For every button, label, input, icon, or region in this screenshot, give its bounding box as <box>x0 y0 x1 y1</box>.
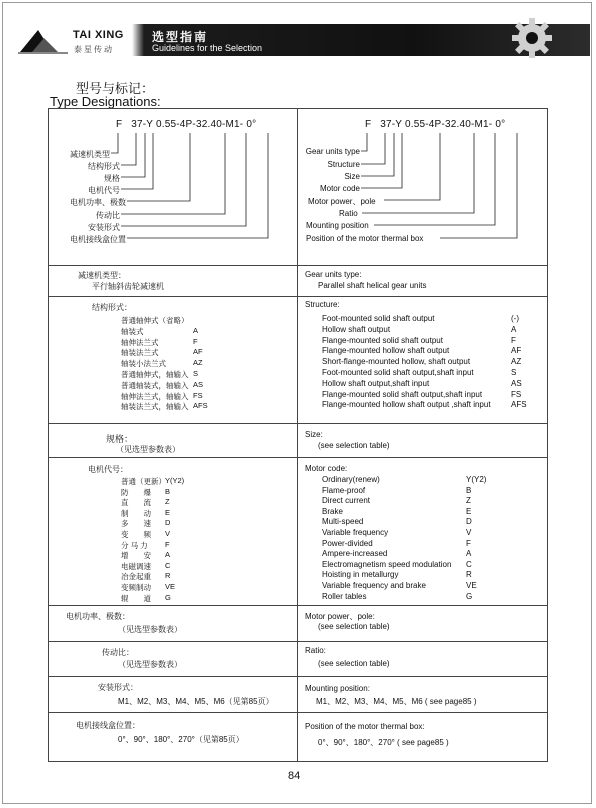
code-part: F <box>116 119 123 130</box>
structure-item-en-name: Foot-mounted solid shaft output,shaft input <box>322 368 474 377</box>
size-value-cn: （见选型参数表） <box>116 445 180 454</box>
structure-item-en-name: Flange-mounted hollow shaft output <box>322 346 450 356</box>
label-en-1: Structure <box>327 160 360 169</box>
motor-code-item-cn-name: 制 动 <box>121 508 151 518</box>
column-divider <box>297 108 298 762</box>
motor-code-item-cn-code: VE <box>165 582 176 591</box>
motor-code-item-cn-name: 普通（更新） <box>121 477 166 486</box>
row-divider <box>48 712 548 713</box>
row-divider <box>48 457 548 458</box>
row-divider <box>48 676 548 677</box>
structure-item-cn-name: 轴伸法兰式，轴输入 <box>121 391 189 401</box>
gear-icon <box>510 16 554 60</box>
motor-code-item-en-name: Variable frequency <box>322 528 389 537</box>
structure-item-cn-code: S <box>193 369 199 378</box>
code-part: 37-Y <box>380 119 402 130</box>
motor-code-item-cn-name: 冶金起重 <box>121 572 151 582</box>
label-en-0: Gear units type <box>305 147 360 156</box>
structure-item-cn-name: 轴装法兰式 <box>121 348 159 358</box>
motor-code-item-en-code: V <box>466 528 472 537</box>
ratio-value-en: (see selection table) <box>318 659 390 668</box>
section-title-cn: 型号与标记： <box>76 81 155 96</box>
row-divider <box>48 265 548 266</box>
thermal-box-title-cn: 电机接线盒位置： <box>76 721 140 730</box>
code-left <box>116 119 256 130</box>
structure-item-cn-name: 普通轴装式，轴输入 <box>121 380 189 390</box>
mounting-value-en: M1、M2、M3、M4、M5、M6 ( see page85 ) <box>316 697 477 706</box>
motor-power-value-cn: （见选型参数表） <box>118 625 182 634</box>
structure-item-cn-code: AZ <box>193 358 203 368</box>
structure-item-en-code: (-) <box>511 314 519 323</box>
structure-item-en-name: Flange-mounted solid shaft output,shaft input <box>322 389 483 399</box>
structure-item-cn-name: 轴装式 <box>121 326 144 336</box>
brand-name: TAI XING <box>73 29 124 41</box>
label-cn-0: 减速机类型 <box>70 150 110 159</box>
motor-code-item-cn-name: 变频制动 <box>121 583 151 592</box>
motor-code-item-cn-name: 变 频 <box>121 530 151 539</box>
structure-item-en-code: AFS <box>511 400 527 410</box>
label-cn-5: 传动比 <box>96 211 120 220</box>
structure-item-cn-code: FS <box>193 390 203 400</box>
motor-code-item-en-code: Z <box>466 496 471 506</box>
motor-code-item-cn-code: Y(Y2) <box>165 476 185 485</box>
motor-code-item-en-code: A <box>466 549 472 559</box>
structure-item-cn-code: A <box>193 325 199 335</box>
section-title-en: Type Designations: <box>50 94 161 109</box>
row-divider <box>48 605 548 606</box>
structure-item-en-name: Hollow shaft output <box>322 324 391 334</box>
size-value-en: (see selection table) <box>318 441 390 450</box>
gear-type-value-en: Parallel shaft helical gear units <box>318 281 427 290</box>
motor-code-item-cn-code: V <box>165 529 171 538</box>
structure-item-cn-code: AS <box>193 379 204 389</box>
motor-code-item-cn-code: E <box>165 507 171 517</box>
motor-code-item-en-name: Hoisting in metallurgy <box>322 570 399 580</box>
page-number: 84 <box>288 770 301 782</box>
row-divider <box>48 423 548 424</box>
motor-code-item-en-name: Electromagnetism speed modulation <box>322 559 452 569</box>
motor-code-item-en-code: Y(Y2) <box>466 475 487 484</box>
gear-type-title-en: Gear units type: <box>305 270 362 279</box>
motor-power-value-en: (see selection table) <box>318 622 390 631</box>
motor-code-item-en-name: Multi-speed <box>322 517 364 527</box>
motor-code-item-cn-code: Z <box>165 497 170 507</box>
label-cn-1: 结构形式 <box>88 162 120 171</box>
structure-title-cn: 结构形式： <box>92 303 132 312</box>
structure-item-en-code: FS <box>511 389 522 399</box>
label-cn-2: 规格 <box>104 174 120 183</box>
motor-code-item-en-name: Flame-proof <box>322 485 366 495</box>
thermal-box-value-cn: 0°、90°、180°、270°（见第85页） <box>118 735 244 744</box>
structure-item-cn-code: AFS <box>193 401 208 411</box>
structure-item-cn-name: 普通轴伸式，轴输入 <box>121 370 189 379</box>
motor-code-item-cn-name: 辊 道 <box>121 593 151 603</box>
label-en-5: Ratio <box>339 209 358 218</box>
structure-item-cn-name: 轴伸法兰式 <box>121 337 159 347</box>
motor-code-item-cn-name: 电磁调速 <box>121 561 151 571</box>
motor-code-item-cn-code: R <box>165 571 171 581</box>
motor-code-title-cn: 电机代号： <box>88 465 128 474</box>
label-en-4: Motor power、pole <box>308 197 376 206</box>
motor-code-item-en-code: VE <box>466 581 477 590</box>
mounting-title-en: Mounting position: <box>305 684 370 693</box>
motor-code-item-en-code: G <box>466 591 473 601</box>
label-en-6: Mounting position <box>306 221 369 230</box>
motor-code-item-en-code: E <box>466 506 472 516</box>
motor-code-item-en-name: Variable frequency and brake <box>322 581 426 590</box>
motor-code-item-cn-name: 防 爆 <box>121 487 151 497</box>
motor-code-item-en-name: Ordinary(renew) <box>322 475 380 484</box>
motor-code-item-cn-name: 分 马 力 <box>121 540 148 550</box>
structure-item-cn-name: 轴装小法兰式 <box>121 359 166 369</box>
structure-item-en-code: A <box>511 324 517 334</box>
code-part: 0° <box>495 119 506 130</box>
label-en-3: Motor code <box>319 184 360 193</box>
ratio-title-en: Ratio: <box>305 646 326 655</box>
thermal-box-value-en: 0°、90°、180°、270° ( see page85 ) <box>318 738 449 747</box>
motor-code-item-en-name: Direct current <box>322 496 371 506</box>
motor-code-item-en-name: Ampere-increased <box>322 549 388 559</box>
motor-code-item-en-code: F <box>466 538 471 548</box>
structure-item-en-name: Short-flange-mounted hollow, shaft output <box>322 357 471 367</box>
motor-code-item-cn-name: 直 流 <box>121 498 151 508</box>
structure-item-cn-code: AF <box>193 347 203 357</box>
structure-item-en-code: AF <box>511 346 522 356</box>
motor-code-title-en: Motor code: <box>305 464 348 473</box>
size-title-cn: 规格： <box>106 434 134 444</box>
code-part: 0° <box>246 119 257 130</box>
logo-mark-icon <box>18 28 70 54</box>
motor-code-item-cn-code: F <box>165 539 170 549</box>
structure-item-cn-code: F <box>193 336 198 346</box>
header-title-en: Guidelines for the Selection <box>152 43 263 53</box>
structure-title-en: Structure: <box>305 300 340 309</box>
motor-code-item-en-code: B <box>466 485 472 495</box>
motor-power-title-cn: 电机功率、极数： <box>66 612 130 621</box>
label-cn-7: 电机接线盒位置 <box>70 235 126 244</box>
ratio-value-cn: （见选型参数表） <box>118 660 182 669</box>
size-title-en: Size: <box>305 430 323 439</box>
motor-code-item-en-name: Power-divided <box>322 538 373 548</box>
motor-code-item-cn-code: B <box>165 486 171 496</box>
structure-item-cn-name: 普通轴伸式（省略） <box>121 316 189 325</box>
structure-item-en-name: Hollow shaft output,shaft input <box>322 378 430 388</box>
structure-item-en-code: AS <box>511 378 522 388</box>
motor-code-item-en-code: R <box>466 570 472 580</box>
ratio-title-cn: 传动比： <box>102 648 134 657</box>
label-en-2: Size <box>344 172 360 181</box>
motor-code-item-en-code: D <box>466 517 472 527</box>
motor-code-item-cn-code: A <box>165 550 171 560</box>
structure-item-en-code: F <box>511 335 516 345</box>
label-cn-6: 安装形式 <box>88 223 120 232</box>
header-title-cn: 选型指南 <box>152 30 209 44</box>
motor-code-item-cn-code: C <box>165 560 171 570</box>
structure-item-en-name: Foot-mounted solid shaft output <box>322 314 435 323</box>
structure-item-en-name: Flange-mounted hollow shaft output ,shaft input <box>322 400 491 410</box>
motor-code-item-cn-code: G <box>165 592 171 602</box>
code-part: F <box>365 119 372 130</box>
row-divider <box>48 296 548 297</box>
structure-item-en-code: AZ <box>511 357 522 367</box>
structure-item-en-code: S <box>511 368 517 377</box>
motor-code-item-cn-name: 多 速 <box>121 519 151 529</box>
brand-name-cn: 泰星传动 <box>74 45 114 54</box>
motor-code-item-cn-name: 增 安 <box>121 551 151 561</box>
mounting-title-cn: 安装形式： <box>98 683 138 692</box>
gear-type-value-cn: 平行轴斜齿轮减速机 <box>92 282 164 291</box>
motor-code-item-cn-code: D <box>165 518 171 528</box>
motor-code-item-en-code: C <box>466 559 472 569</box>
label-cn-4: 电机功率、极数 <box>70 198 126 207</box>
code-right <box>365 119 505 130</box>
row-divider <box>48 641 548 642</box>
code-part: 0.55-4P-32.40-M1- <box>155 119 244 130</box>
code-part: 0.55-4P-32.40-M1- <box>404 119 493 130</box>
structure-item-en-name: Flange-mounted solid shaft output <box>322 335 443 345</box>
thermal-box-title-en: Position of the motor thermal box: <box>305 722 425 731</box>
mounting-value-cn: M1、M2、M3、M4、M5、M6（见第85页） <box>118 697 274 706</box>
code-part: 37-Y <box>131 119 153 130</box>
structure-item-cn-name: 轴装法兰式，轴输入 <box>121 402 189 412</box>
motor-power-title-en: Motor power、pole: <box>305 612 375 621</box>
label-en-7: Position of the motor thermal box <box>306 234 424 243</box>
motor-code-item-en-name: Roller tables <box>322 591 367 601</box>
motor-code-item-en-name: Brake <box>322 506 343 516</box>
label-cn-3: 电机代号 <box>88 186 120 195</box>
gear-type-title-cn: 减速机类型： <box>78 271 126 280</box>
